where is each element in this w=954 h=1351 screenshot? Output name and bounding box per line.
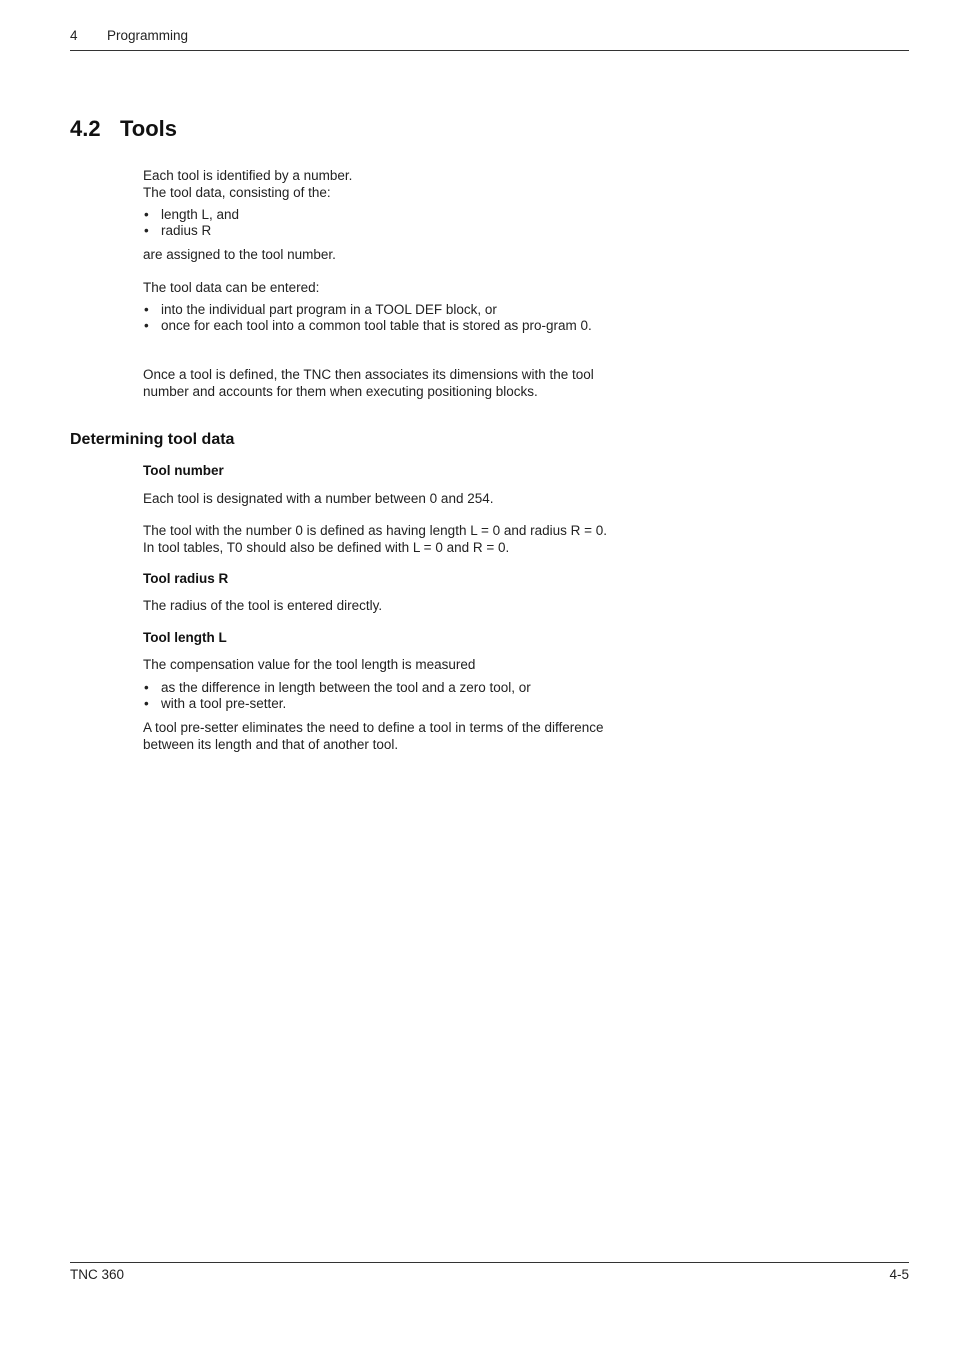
section-title bbox=[70, 116, 177, 142]
list-item: • with a tool pre-setter. bbox=[143, 696, 613, 712]
page-footer bbox=[70, 1262, 909, 1282]
product-name: TNC 360 bbox=[70, 1267, 125, 1282]
tool-radius-heading: Tool radius R bbox=[143, 571, 229, 586]
tool-length-heading: Tool length L bbox=[143, 630, 227, 645]
tool-radius-text: The radius of the tool is entered directly. bbox=[143, 598, 383, 613]
assigned-text: are assigned to the tool number. bbox=[143, 247, 336, 262]
determining-heading: Determining tool data bbox=[70, 431, 235, 448]
list-item: • length L, and bbox=[143, 207, 613, 223]
page-number: 4-5 bbox=[889, 1267, 909, 1282]
list-item: • radius R bbox=[143, 223, 613, 239]
tool-length-list bbox=[143, 680, 613, 712]
tool-length-text-2: A tool pre-setter eliminates the need to define a tool in terms of the difference between its length and that of another tool. bbox=[143, 720, 604, 752]
entry-lead: The tool data can be entered: bbox=[143, 280, 320, 295]
tool-number-text-2: The tool with the number 0 is defined as having length L = 0 and radius R = 0. In tool tables, T0 should also be defined with L = 0 and R = 0. bbox=[143, 523, 608, 555]
intro-line-1: Each tool is identified by a number. bbox=[143, 168, 353, 183]
section-number: 4.2 bbox=[70, 116, 101, 141]
page-header bbox=[70, 28, 909, 51]
once-defined-text: Once a tool is defined, the TNC then associates its dimensions with the tool number and accounts for them when executing positioning blocks. bbox=[143, 367, 594, 399]
list-item: • as the difference in length between the tool and a zero tool, or bbox=[143, 680, 613, 696]
section-title-text: Tools bbox=[120, 116, 178, 141]
chapter-title: Programming bbox=[107, 28, 189, 43]
list-item: • into the individual part program in a TOOL DEF block, or bbox=[143, 302, 598, 318]
entry-list bbox=[143, 302, 598, 334]
tool-length-text-1: The compensation value for the tool length is measured bbox=[143, 657, 476, 672]
tool-number-text-1: Each tool is designated with a number between 0 and 254. bbox=[143, 491, 494, 506]
list-item: • once for each tool into a common tool table that is stored as pro-gram 0. bbox=[143, 318, 598, 334]
chapter-number: 4 bbox=[70, 28, 78, 43]
tool-number-heading: Tool number bbox=[143, 463, 224, 478]
intro-line-2: The tool data, consisting of the: bbox=[143, 185, 331, 200]
tool-data-list bbox=[143, 207, 613, 239]
